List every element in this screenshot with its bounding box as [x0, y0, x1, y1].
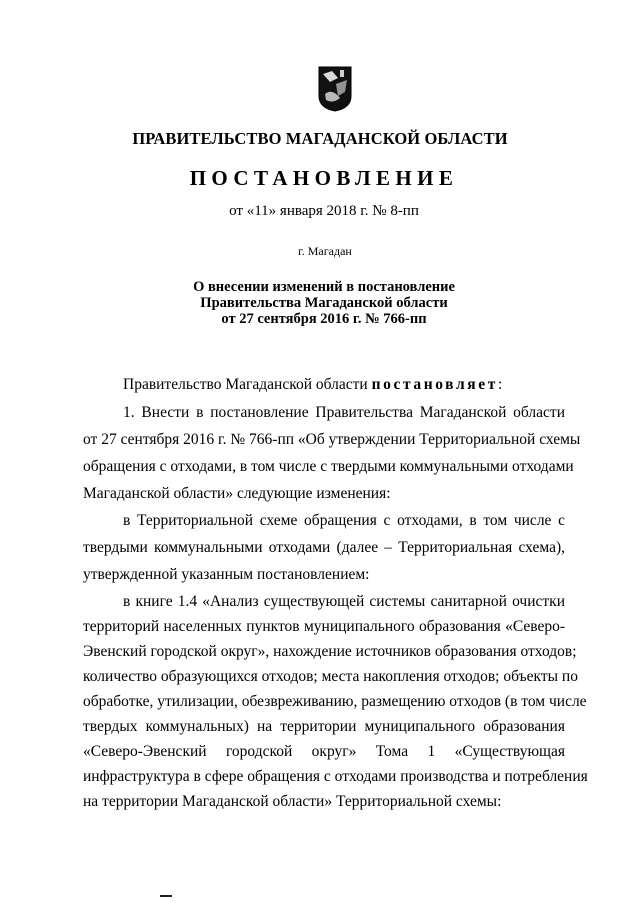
paragraph-line: инфраструктура в сфере обращения с отходами производства и потребления [83, 768, 588, 785]
paragraph-line: в Территориальной схеме обращения с отходами, в том числе с [123, 512, 565, 529]
coat-of-arms-icon [318, 66, 352, 112]
document-city: г. Магадан [298, 244, 352, 258]
paragraph-line: твердыми коммунальными отходами (далее – Территориальная схема), [83, 539, 565, 556]
document-subject [0, 279, 640, 327]
paragraph-line: обработке, утилизации, обезвреживанию, размещению отходов (в том числе [83, 693, 587, 710]
scan-artifact-mark [160, 895, 172, 897]
paragraph-line: твердых коммунальных) на территории муниципального образования [83, 718, 565, 735]
subject-line: от 27 сентября 2016 г. № 766-пп [221, 311, 427, 327]
government-title: ПРАВИТЕЛЬСТВО МАГАДАНСКОЙ ОБЛАСТИ [132, 129, 508, 148]
preamble-colon: : [497, 376, 503, 393]
paragraph-line: Эвенский городской округ», нахождение источников образования отходов; [83, 643, 577, 660]
paragraph-line: от 27 сентября 2016 г. № 766-пп «Об утверждении Территориальной схемы [83, 431, 581, 448]
document-date-number: от «11» января 2018 г. № 8-пп [229, 203, 419, 219]
paragraph-line: «Северо-Эвенский городской округ» Тома 1 «Существующая [83, 743, 565, 760]
paragraph-line: на территории Магаданской области» Территориальной схемы: [83, 793, 502, 810]
paragraph-line: 1. Внести в постановление Правительства Магаданской области [123, 404, 565, 421]
document-type: ПОСТАНОВЛЕНИЕ [189, 166, 459, 190]
paragraph-line: количество образующихся отходов; места накопления отходов; объекты по [83, 668, 578, 685]
preamble-decree-word: постановляет [371, 376, 498, 393]
paragraph-line: обращения с отходами, в том числе с твердыми коммунальными отходами [83, 458, 574, 475]
subject-line: Правительства Магаданской области [200, 295, 448, 311]
preamble-text: Правительство Магаданской области [123, 376, 368, 393]
paragraph-line: утвержденной указанным постановлением: [83, 566, 370, 583]
paragraph-line: в книге 1.4 «Анализ существующей системы санитарной очистки [123, 593, 565, 610]
subject-line: О внесении изменений в постановление [193, 279, 455, 295]
paragraph-line: Магаданской области» следующие изменения: [83, 485, 391, 502]
paragraph-line: территорий населенных пунктов муниципального образования «Северо- [83, 618, 565, 635]
preamble [123, 376, 502, 394]
